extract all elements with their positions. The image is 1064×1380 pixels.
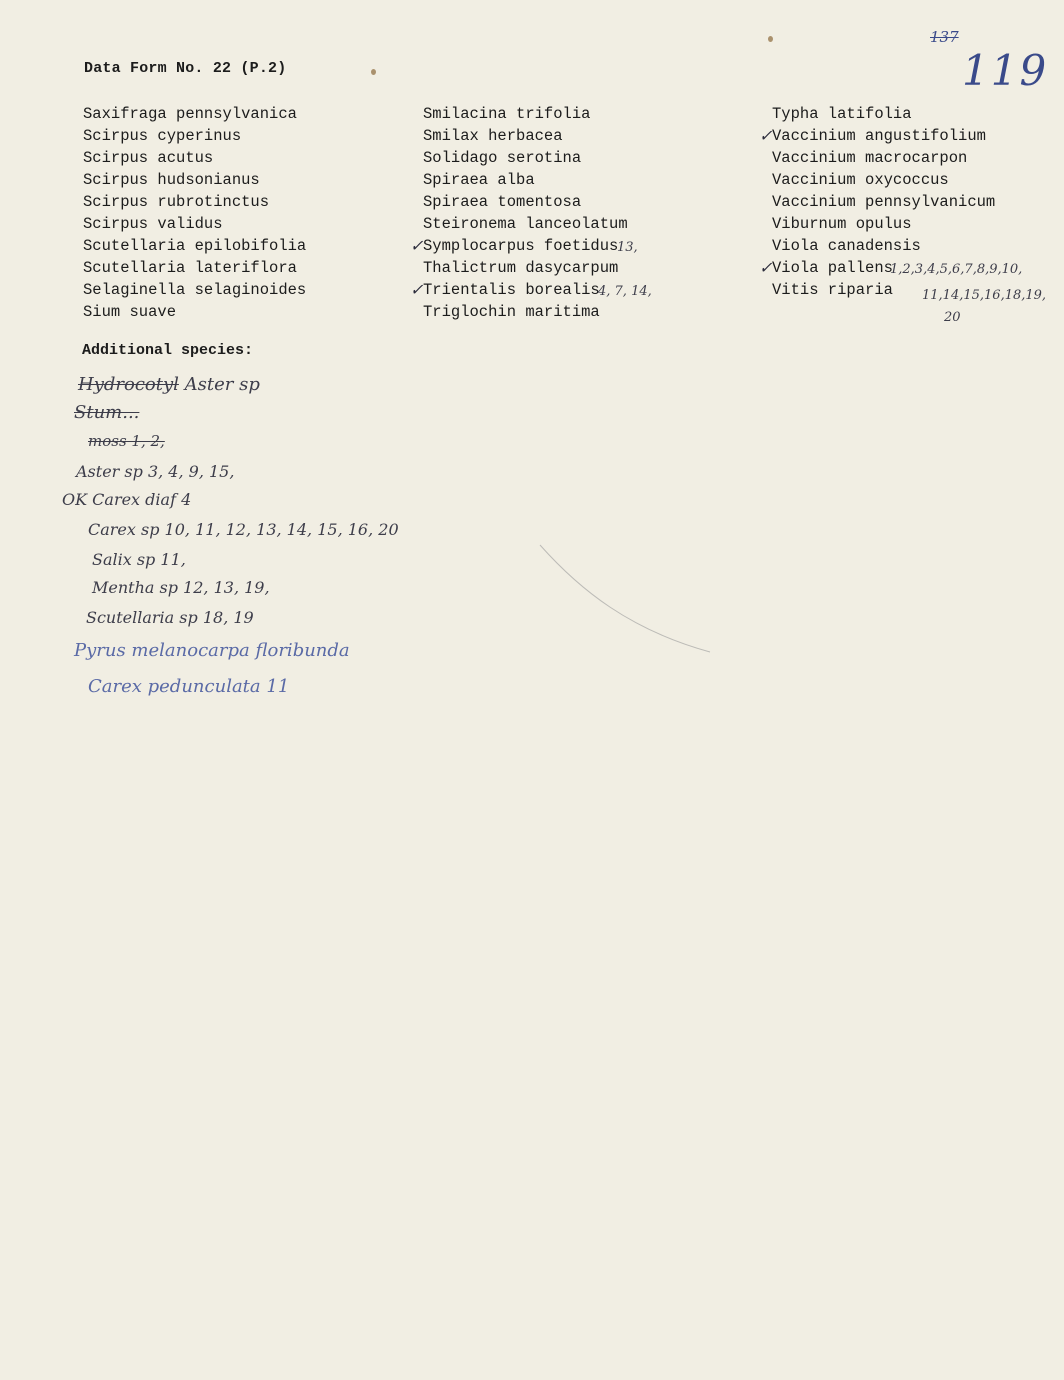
additional-species-line: Mentha sp 12, 13, 19, <box>92 578 270 597</box>
additional-text: Aster sp <box>184 374 260 395</box>
struck-text: Hydrocotyl <box>78 374 179 395</box>
species-item: Scirpus acutus <box>83 149 214 167</box>
species-item: Typha latifolia <box>772 105 912 123</box>
additional-text: Pyrus melanocarpa <box>74 640 250 661</box>
check-mark-icon: ✓ <box>759 126 773 145</box>
species-item: Viola pallens <box>772 259 893 277</box>
page-number: 119 <box>962 46 1049 95</box>
trientalis-sites: 4, 7, 14, <box>598 284 652 299</box>
additional-species-title: Additional species: <box>82 342 254 359</box>
species-item: Vitis riparia <box>772 281 893 299</box>
species-item: Scutellaria lateriflora <box>83 259 297 277</box>
vitis-sites-line1: 11,14,15,16,18,19, <box>922 288 1047 303</box>
additional-species-line: OK Carex diaf 4 <box>62 490 192 509</box>
species-item: Scutellaria epilobifolia <box>83 237 307 255</box>
species-item: Scirpus validus <box>83 215 223 233</box>
struck-page-number: 137 <box>930 28 959 46</box>
check-mark-icon: ✓ <box>410 280 424 299</box>
additional-species-line: moss 1, 2, <box>88 432 165 450</box>
species-item: Scirpus hudsonianus <box>83 171 260 189</box>
viola-pallens-sites: 1,2,3,4,5,6,7,8,9,10, <box>890 262 1023 277</box>
species-item: Spiraea alba <box>423 171 535 189</box>
species-item: Solidago serotina <box>423 149 582 167</box>
additional-species-line: Carex sp 10, 11, 12, 13, 14, 15, 16, 20 <box>88 520 399 539</box>
species-item: Trientalis borealis <box>423 281 600 299</box>
species-item: Thalictrum dasycarpum <box>423 259 619 277</box>
species-item: Scirpus rubrotinctus <box>83 193 270 211</box>
species-item: Selaginella selaginoides <box>83 281 307 299</box>
additional-species-line: Salix sp 11, <box>92 550 186 569</box>
additional-species-line: Stum... <box>74 402 140 423</box>
species-item: Vaccinium angustifolium <box>772 127 986 145</box>
additional-species-line: Carex pedunculata 11 <box>88 676 290 697</box>
species-item: Scirpus cyperinus <box>83 127 242 145</box>
additional-text: floribunda <box>255 640 350 661</box>
vitis-sites-line2: 20 <box>944 310 961 325</box>
species-item: Saxifraga pennsylvanica <box>83 105 297 123</box>
additional-species-line: Aster sp 3, 4, 9, 15, <box>76 462 235 481</box>
species-item: Viburnum opulus <box>772 215 912 233</box>
additional-species-line: Scutellaria sp 18, 19 <box>86 608 254 627</box>
form-title: Data Form No. 22 (P.2) <box>84 60 287 77</box>
species-item: Vaccinium macrocarpon <box>772 149 968 167</box>
species-item: Steironema lanceolatum <box>423 215 628 233</box>
species-item: Smilax herbacea <box>423 127 563 145</box>
species-item: Spiraea tomentosa <box>423 193 582 211</box>
check-mark-icon: ✓ <box>759 258 773 277</box>
species-item: Vaccinium oxycoccus <box>772 171 949 189</box>
species-item: Symplocarpus foetidus <box>423 237 619 255</box>
species-item: Vaccinium pennsylvanicum <box>772 193 996 211</box>
species-item: Smilacina trifolia <box>423 105 591 123</box>
symplocarpus-sites: 13, <box>617 240 638 255</box>
species-item: Viola canadensis <box>772 237 921 255</box>
species-item: Sium suave <box>83 303 177 321</box>
check-mark-icon: ✓ <box>410 236 424 255</box>
species-item: Triglochin maritima <box>423 303 600 321</box>
